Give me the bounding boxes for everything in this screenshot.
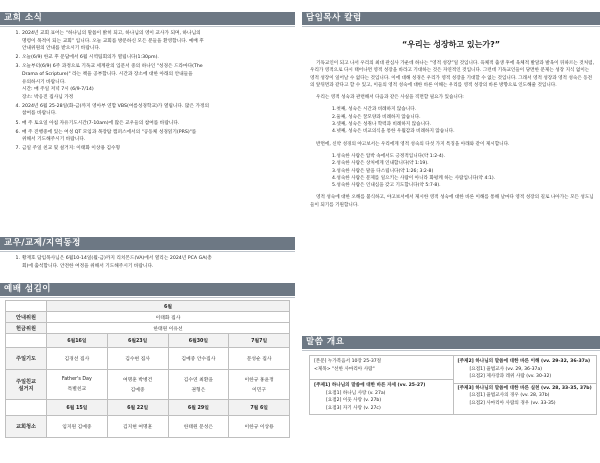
prayer-cell: 김수현 집사 (107, 348, 168, 370)
item-number: 3. (15, 64, 20, 70)
members-news-header (0, 237, 295, 250)
list-item: 2.성숙한 사람은 상처에게 인내합니다(약 1:19). (332, 161, 429, 167)
news-item (8, 103, 289, 118)
date-header: 6월 22일 (107, 400, 168, 416)
pastor-column-header (302, 12, 600, 25)
item-number: 2. (15, 55, 20, 61)
list-item: 3.성숙한 사람은 말을 다스립니다(약 1:26; 3:2-8) (332, 168, 434, 174)
fellowship-label: 주일친교 설거지 (6, 370, 47, 400)
sermon-outline-title: 말씀 개요 (306, 337, 345, 347)
cleaning-cell: 한태원 문성은 (168, 416, 229, 438)
item-line: 금일 주일 친교 및 설거지: 이태화 이상용 김수형 (22, 146, 121, 152)
item-line: 명령이 목적이 되는 교회” 입니다. 오늘 교회를 방문하신 모든 분들을 환영합니다. 예배 후 (22, 38, 204, 44)
point-item: [요점1] 율법교사 (vv. 29, 36-37a) (469, 366, 543, 372)
item-line: 황재호 담임목사님은 6월10-14일(월-금)까지 리치몬드(VA)에서 열리는 2024년 PCA GA(총 (22, 256, 212, 261)
members-news-section (0, 237, 295, 272)
item-number: 1. (15, 31, 20, 36)
news-item (8, 145, 289, 153)
column-paragraph: 반면에, 신약 성경의 야고보서는 우리에게 영적 성숙의 다섯 가지 특징을 아래와 같이 제시합니다. (316, 141, 510, 147)
date-header: 6월23일 (107, 334, 168, 348)
date-header: 6월16일 (47, 334, 108, 348)
item-line: 안내위원의 안내를 받으시기 바랍니다. (22, 46, 101, 52)
item-line: 유의하시기 바랍니다. (22, 79, 66, 85)
item-line: 오늘부터(6/9) 6주 과정으로 기독교 세계관의 입문서 중의 하나인 "성경은 드라마다(The (22, 64, 203, 70)
list-item: 1.성숙한 사람은 압박 속에서도 긍정적입니다(약 1:2-4). (332, 153, 446, 159)
pastor-column-section (302, 12, 600, 214)
right-column (302, 0, 600, 463)
column-paragraph: 우리는 영적 성숙과 관련해서 다음과 같은 사실을 직면할 필요가 있습니다: (316, 95, 464, 101)
news-item (8, 120, 289, 128)
news-item (8, 129, 289, 144)
maturity-traits-list (302, 153, 600, 189)
point-item: [요점3] 자기 사랑 (v. 27c) (326, 405, 381, 411)
news-item (8, 30, 289, 53)
greeter-value: 이태화 집사 (47, 312, 290, 323)
cleaning-cell: 이한규 이상용 (229, 416, 290, 438)
list-item: 1.첫째, 성숙은 시간과 비례하지 않습니다. (332, 107, 417, 113)
item-line: 매 주 토요일 아침 자유기도시간(7-10am)에 많은 교우들의 참여를 바랍니다. (22, 120, 180, 126)
point-title: [주제1] 하나님의 말씀에 대한 바른 자세 (vv. 25-27) (314, 383, 426, 388)
greeter-label: 안내위원 (6, 312, 47, 323)
point-item: [요점1] 하나님 사랑 (v. 27a) (326, 390, 386, 396)
item-line: 회)에 출석합니다. 안전한 여정을 위해서 기도해주시기 바랍니다. (22, 263, 154, 269)
prayer-cell: 문성순 집사 (229, 348, 290, 370)
prayer-cell: 김예중 안수집사 (168, 348, 229, 370)
item-line: 참여를 바랍니다. (22, 111, 57, 117)
church-news-section (0, 12, 295, 154)
item-number: 4. (15, 103, 20, 109)
sermon-text-cell (310, 356, 454, 380)
church-news-list (0, 30, 295, 153)
fellowship-cell: 김수연 최환을 권형은 (168, 370, 229, 400)
date-header: 7월 6일 (229, 400, 290, 416)
list-item: 4.성숙한 사람은 문제를 일으키는 사람이 아니라 화평케 하는 사람입니다(약 4:1). (332, 175, 496, 181)
item-line: Drama of Scripture)" 라는 책을 공부합니다. 시간과 장소에 대한 아래의 안내들을 (22, 71, 193, 77)
cleaning-cell: 김지현 여명훈 (107, 416, 168, 438)
offering-label: 헌금위원 (6, 323, 47, 334)
news-item (8, 63, 289, 101)
fellowship-cell: Father's Day 특별친교 (47, 370, 108, 400)
members-news-list (0, 255, 295, 270)
service-volunteers-header (0, 283, 295, 296)
item-line: 2024년 교회 표어는 “하나님의 말씀이 밝히 되고, 하나님의 영이 교사가 되며, 하나님의 (22, 31, 201, 36)
point-title: [주제2] 하나님의 말씀에 대한 바른 이해 (vv. 29-32, 36-37a) (457, 359, 591, 364)
item-line: 오늘(6/9) 한교 후 문답에서 6월 시역팀회의가 열립니다(1:30pm). (22, 55, 159, 61)
item-detail: 장소: 박응진 집사님 가정 (22, 94, 74, 100)
sermon-outline-table (309, 355, 597, 415)
sermon-point-1-cell (310, 380, 454, 415)
point-item: [요점2] 이웃 사랑 (v. 27b) (326, 398, 382, 404)
date-header: 6월 15일 (47, 400, 108, 416)
item-number: 6. (15, 129, 20, 135)
item-number: 5. (15, 120, 20, 126)
date-header: 6월30일 (168, 334, 229, 348)
list-item: 5.성숙한 사람은 인내심을 갖고 기도합니다(약 5:7-8). (332, 183, 441, 189)
cleaning-cell: 임지원 김예중 (47, 416, 108, 438)
service-volunteers-title: 예배 섬김이 (4, 284, 52, 294)
left-column (0, 0, 295, 463)
prayer-cell: 김경선 집사 (47, 348, 108, 370)
point-item: [요점1] 율법교사의 경우 (vv. 28, 37b) (469, 393, 550, 399)
sermon-subtitle: <제목> "선한 사마리아 사람" (314, 366, 375, 372)
item-number: 7. (15, 146, 20, 152)
column-heading: “우리는 성장하고 있는가?” (401, 40, 500, 49)
pastor-column-title: 담임목사 칼럼 (306, 13, 362, 23)
item-line: 위해서 기도해주시기 바랍니다. (22, 137, 86, 143)
list-item: 2.둘째, 성숙은 꿀모양과 비례하지 않습니다. (332, 114, 421, 120)
offering-value: 한태원 이유선 (47, 323, 290, 334)
column-paragraph: 영적 성숙에 대한 오해를 불식하고, 야고보서에서 제시한 영적 성숙에 대한 바른 이해를 통해 날마다 영적 성장의 길로 나아가는 모든 성도님들이 되기를 기원합니다. (310, 195, 594, 208)
month-header: 6월 (47, 301, 290, 312)
news-item (8, 255, 289, 270)
item-detail: 시간: 매 주일 저녁 7시 (6/9-7/14) (22, 87, 94, 93)
point-item: [요점2] 사마리아 사람의 경우 (vv. 33-35) (469, 400, 556, 406)
cleaning-label: 교회청소 (6, 416, 47, 438)
news-item (8, 54, 289, 62)
sermon-text: [본문] 누가복음서 10장 25-37절 (314, 359, 382, 364)
item-number: 1. (15, 256, 20, 261)
church-news-header (0, 12, 295, 25)
date-header: 6월 29일 (168, 400, 229, 416)
service-volunteers-section (0, 283, 295, 438)
maturity-myths-list (302, 106, 600, 135)
list-item: 3.셋째, 성숙은 성취나 학력과 비례하지 않습니다. (332, 122, 431, 128)
sermon-outline-header (302, 336, 600, 349)
sermon-point-2-3-cell (453, 356, 597, 415)
item-line: 2024년 6월 25-28일(화-금)까지 영아부 연합 VBS(여름성경학교)가 열립니다. 많은 가정의 (22, 103, 210, 109)
list-item: 4.넷째, 성숙은 비교의식을 통한 우월감과 비례하지 않습니다. (332, 129, 455, 135)
volunteer-schedule-table (5, 300, 290, 438)
sermon-outline-section (302, 336, 600, 415)
fellowship-cell: 여명훈 박병건 김예중 (107, 370, 168, 400)
item-line: 매 주 진행중에 있는 여성 QT 모임과 목장탐 캠퍼스에서의 "공동체 성경읽기(PRS)"를 (22, 129, 197, 135)
church-news-title: 교회 소식 (4, 13, 43, 23)
date-header: 7월7일 (229, 334, 290, 348)
point-item: [요점2] 제사장과 레위 사람 (vv. 30-32) (469, 374, 552, 380)
members-news-title: 교우/교제/지역동정 (4, 238, 81, 248)
point-title: [주제3] 하나님의 말씀에 대한 바른 실천 (vv. 28, 33-35, 37b) (454, 383, 597, 393)
prayer-label: 주일기도 (6, 348, 47, 370)
column-paragraph: 기독교인이 되고 나서 우리의 최대 관심사 가운데 하나는 “영적 성장”일 것입니다. 육체적 출생 후에 육체적 발달과 발육이 뒤따르는 것처럼, 우리가 영적으로 다시 태어나면 영적 성장을 바라고 기대하는 것은 자연적인 것입니다. 그런데 기독교인들이 당면한 문제는 성장 지식 없이는 영적 성장이 일어날 수 없다는 것입니다. 이에 대해 성경은 우리가 영적 성장을 기대할 수 없는 것입니다. 그래서 영적 성장과 영적 성숙은 동전의 앞뒤면과 같다고 할 수 있고, 이들의 영적 성숙에 대한 바른 이해는 우리를 영적 성장의 바른 방향으로 인도해줄 것입니다. (310, 61, 595, 88)
fellowship-cell: 이한규 홍윤정 이민구 (229, 370, 290, 400)
